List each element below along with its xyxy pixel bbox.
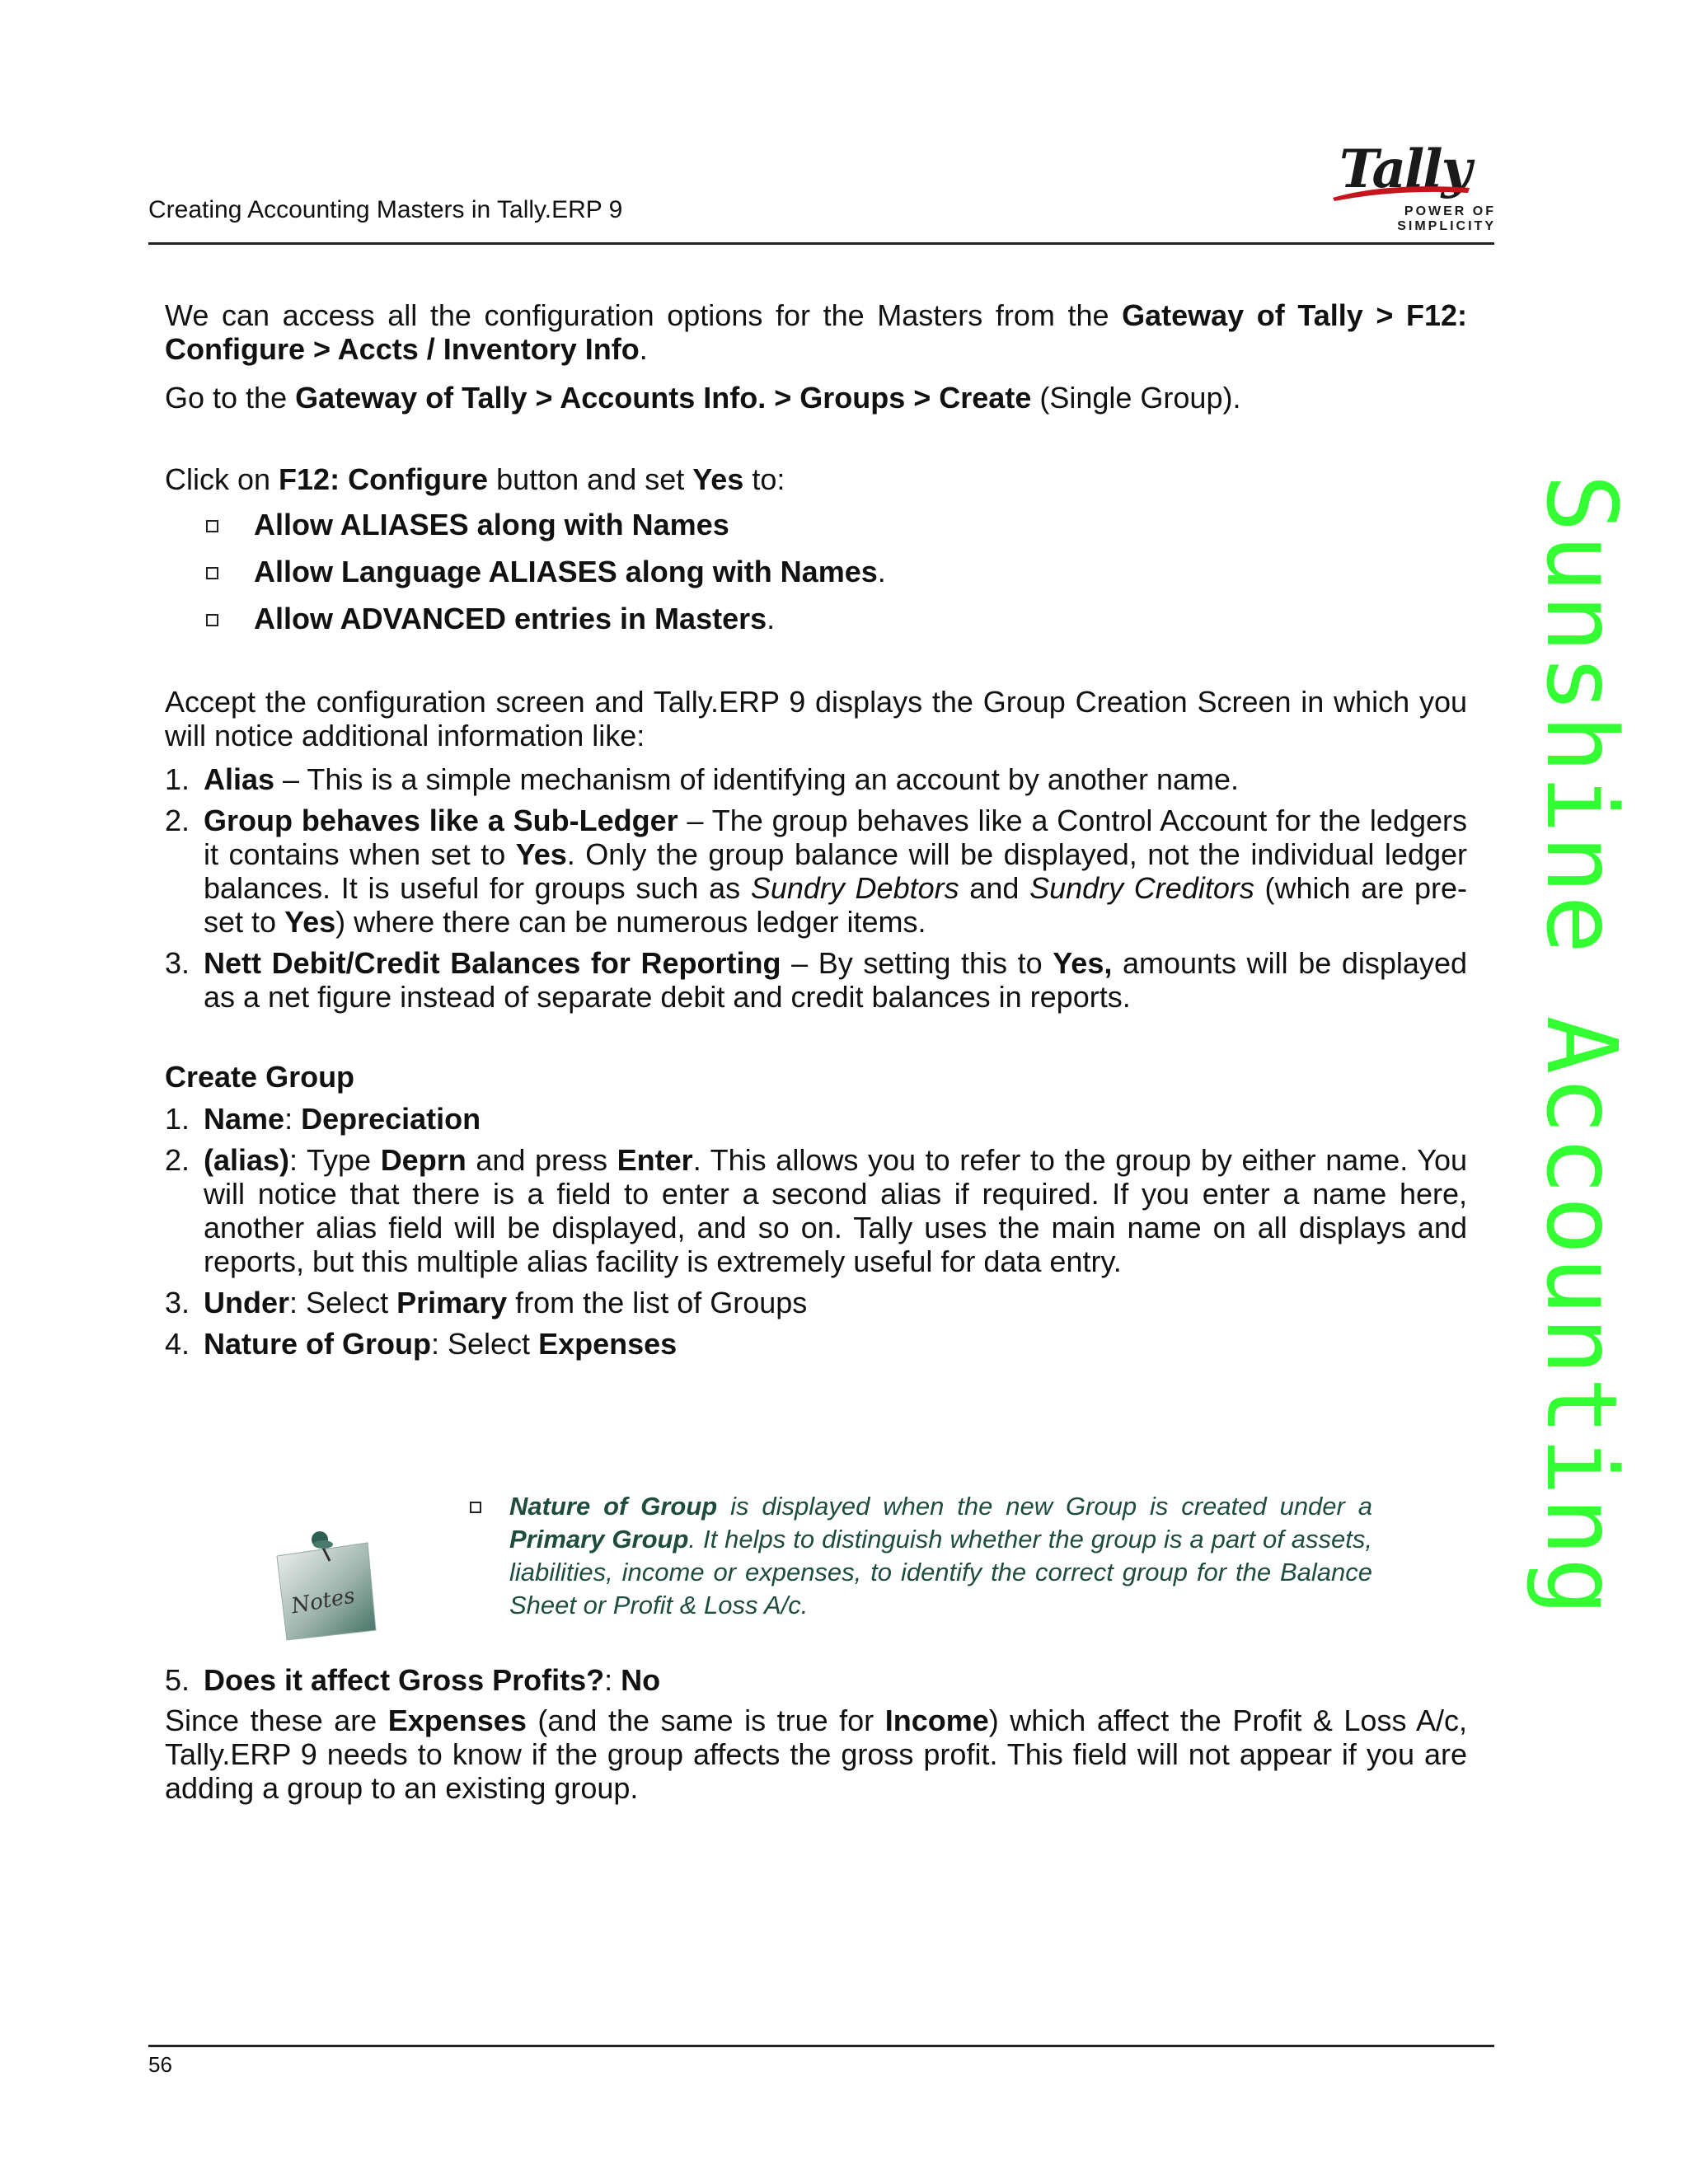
list-item: 1. Alias – This is a simple mechanism of identifying an account by another name.	[165, 762, 1239, 796]
list-item: 5. Does it affect Gross Profits?: No	[165, 1663, 661, 1697]
list-item: Allow Language ALIASES along with Names.	[204, 555, 1467, 588]
logo-swoosh-icon	[1331, 183, 1471, 201]
note-box	[470, 1490, 1372, 1622]
list-item: 2. (alias): Type Deprn and press Enter. This allows you to refer to the group by either name. You will notice that there is a field to enter a second alias if required. If you enter a name here, another alias field will be displayed, and so on. Tally uses the main name on all displays and reports, but this multiple alias facility is extremely useful for data entry.	[165, 1143, 1467, 1278]
create-group-heading: Create Group	[165, 1060, 355, 1094]
closing-section	[165, 1663, 1467, 1805]
goto-paragraph: Go to the Gateway of Tally > Accounts Info. > Groups > Create (Single Group).	[165, 381, 1241, 415]
notes-icon	[269, 1523, 384, 1647]
square-bullet-icon	[206, 520, 218, 532]
list-item: 3. Under: Select Primary from the list of Groups	[165, 1286, 808, 1319]
intro-paragraph: We can access all the configuration options for the Masters from the Gateway of Tally > F12: Configure > Accts / Inventory Info.	[165, 298, 1467, 366]
page-number: 56	[148, 2052, 172, 2077]
list-item: Allow ADVANCED entries in Masters.	[204, 602, 1467, 635]
list-item: 3. Nett Debit/Credit Balances for Reporting – By setting this to Yes, amounts will be displayed as a net figure instead of separate debit and credit balances in reports.	[165, 946, 1467, 1014]
tally-logo	[1306, 138, 1496, 233]
square-bullet-icon	[206, 614, 218, 626]
config-options-list	[165, 508, 1467, 635]
create-group-steps	[165, 1102, 1467, 1361]
closing-paragraph: Since these are Expenses (and the same is true for Income) which affect the Profit & Loss A/c, Tally.ERP 9 needs to know if the group affects the gross profit. This field will not appear if you are adding a group to an existing group.	[165, 1704, 1468, 1805]
list-item: 1. Name: Depreciation	[165, 1102, 481, 1136]
configure-paragraph: Click on F12: Configure button and set Yes to:	[165, 462, 785, 496]
side-watermark: Sunshine Accounting	[1525, 474, 1639, 1618]
list-item: 2. Group behaves like a Sub-Ledger – The group behaves like a Control Account for the ledgers it contains when set to Yes. Only the group balance will be displayed, not the individual ledger balances. It is useful for groups such as Sundry Debtors and Sundry Creditors (which are pre-set to Yes) where there can be numerous ledger items.	[165, 804, 1468, 939]
footer-rule	[148, 2045, 1494, 2047]
logo-tagline: POWER OF SIMPLICITY	[1397, 204, 1496, 233]
list-item: Allow ALIASES along with Names	[204, 508, 1467, 541]
note-text: Nature of Group is displayed when the new Group is created under a Primary Group. It helps to distinguish whether the group is a part of assets, liabilities, income or expenses, to identify the correct group for the Balance Sheet or Profit & Loss A/c.	[509, 1492, 1373, 1619]
list-item: 4. Nature of Group: Select Expenses	[165, 1327, 678, 1361]
square-bullet-icon	[470, 1502, 481, 1513]
accept-paragraph: Accept the configuration screen and Tally.ERP 9 displays the Group Creation Screen in which you will notice additional information like:	[165, 685, 1467, 752]
square-bullet-icon	[206, 567, 218, 579]
features-list	[165, 762, 1467, 1014]
tally-logo-word: Tally	[1339, 138, 1470, 200]
header-rule	[148, 242, 1494, 245]
svg-text:Notes: Notes	[289, 1583, 357, 1619]
page-header-title: Creating Accounting Masters in Tally.ERP 9	[148, 196, 623, 223]
main-content	[165, 298, 1467, 1407]
